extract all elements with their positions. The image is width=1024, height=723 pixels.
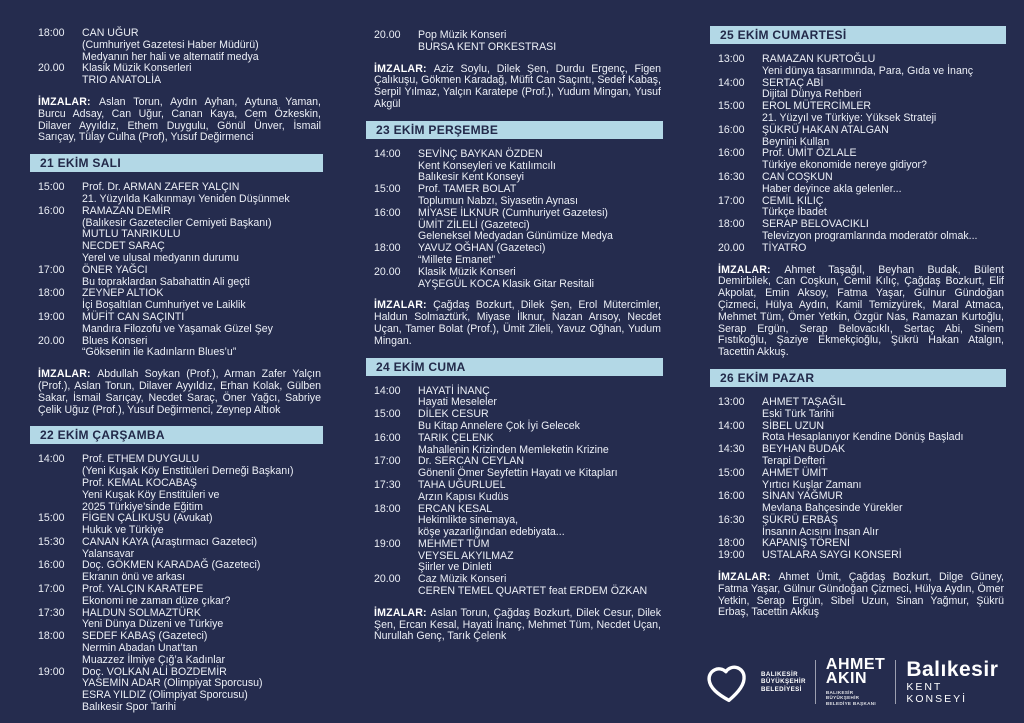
event-lines bbox=[762, 444, 1006, 468]
event-row bbox=[710, 172, 1006, 196]
event-time: 13:00 bbox=[718, 395, 745, 408]
schedule-column-middle bbox=[366, 30, 663, 653]
event-line: RAMAZAN DEMİR bbox=[82, 204, 171, 217]
event-time: 15:00 bbox=[38, 512, 65, 525]
event-lines bbox=[762, 148, 1006, 172]
event-time: 16:00 bbox=[38, 559, 65, 572]
event-line: Balıkesir Kent Konseyi bbox=[418, 171, 524, 184]
event-row bbox=[366, 409, 663, 433]
event-row bbox=[710, 397, 1006, 421]
event-line: TAHA UĞURLUEL bbox=[418, 478, 506, 491]
event-row bbox=[30, 182, 323, 206]
event-row bbox=[710, 515, 1006, 539]
event-line: ESRA YILDIZ (Olimpiyat Sporcusu) bbox=[82, 689, 248, 702]
event-line: Nermin Abadan Unat’tan bbox=[82, 642, 198, 655]
event-line: Blues Konseri bbox=[82, 334, 148, 347]
event-time: 19:00 bbox=[38, 665, 65, 678]
event-row bbox=[30, 265, 323, 289]
event-line: Prof. Dr. ARMAN ZAFER YALÇIN bbox=[82, 181, 240, 194]
event-row bbox=[710, 468, 1006, 492]
event-time: 15:00 bbox=[718, 100, 745, 113]
event-line: Hekimlikte sinemaya, bbox=[418, 514, 519, 527]
event-time: 13:00 bbox=[718, 53, 745, 65]
event-time: 20.00 bbox=[38, 334, 65, 347]
event-line: Eski Türk Tarihi bbox=[762, 407, 835, 420]
event-time: 20.00 bbox=[374, 265, 401, 278]
event-line: BEYHAN BUDAK bbox=[762, 443, 846, 456]
event-row bbox=[710, 148, 1006, 172]
event-line: Yerel ve ulusal medyanın durumu bbox=[82, 251, 239, 264]
event-line: RAMAZAN KURTOĞLU bbox=[762, 53, 876, 65]
divider bbox=[895, 660, 896, 704]
event-time: 14:00 bbox=[38, 453, 65, 466]
council-wordmark bbox=[906, 657, 999, 705]
municipality-name-line: BELEDİYESİ bbox=[761, 685, 802, 693]
event-line: Yeni Kuşak Köy Enstitüleri ve bbox=[82, 488, 220, 501]
event-lines bbox=[82, 454, 323, 513]
event-row bbox=[366, 208, 663, 243]
event-row bbox=[30, 631, 323, 666]
event-line: Türkiye ekonomide nereye gidiyor? bbox=[762, 159, 927, 172]
event-time: 14:00 bbox=[718, 419, 745, 432]
municipality-name-line: BALIKESİR bbox=[761, 670, 798, 678]
event-row bbox=[30, 584, 323, 608]
event-line: EROL MÜTERCİMLER bbox=[762, 100, 872, 113]
event-row bbox=[30, 312, 323, 336]
event-lines bbox=[762, 491, 1006, 515]
event-line: Prof. ÜMİT ÖZLALE bbox=[762, 147, 857, 160]
event-line: AHMET ÜMİT bbox=[762, 466, 828, 479]
event-line: MÜFİT CAN SAÇINTI bbox=[82, 310, 185, 323]
event-lines bbox=[418, 243, 663, 267]
event-row bbox=[30, 288, 323, 312]
event-time: 16:00 bbox=[718, 147, 745, 160]
event-line: Terapi Defteri bbox=[762, 454, 825, 467]
event-lines bbox=[762, 196, 1006, 220]
event-lines bbox=[418, 433, 663, 457]
event-line: Klasik Müzik Konseri bbox=[418, 265, 516, 278]
imzalar-label: İMZALAR: bbox=[38, 95, 99, 108]
event-lines bbox=[82, 560, 323, 584]
event-line: SEDEF KABAŞ (Gazeteci) bbox=[82, 630, 208, 643]
event-line: SİNAN YAĞMUR bbox=[762, 490, 843, 503]
date-section-header: 25 EKİM CUMARTESİ bbox=[710, 26, 1006, 44]
schedule-column-right bbox=[710, 26, 1006, 629]
event-row bbox=[366, 574, 663, 598]
event-row bbox=[710, 101, 1006, 125]
event-lines bbox=[82, 206, 323, 265]
event-lines bbox=[762, 468, 1006, 492]
event-time: 17:00 bbox=[38, 583, 65, 596]
event-lines bbox=[82, 312, 323, 336]
events-list bbox=[30, 182, 323, 359]
mayor-title bbox=[826, 690, 885, 707]
events-list bbox=[710, 54, 1006, 255]
event-line: “Millete Emanet” bbox=[418, 253, 496, 266]
events-list bbox=[366, 149, 663, 291]
event-line: Pop Müzik Konseri bbox=[418, 29, 507, 41]
event-lines bbox=[82, 584, 323, 608]
event-time: 18:00 bbox=[718, 537, 745, 550]
mayor-last-name: AKIN bbox=[825, 669, 868, 687]
event-line: Hayati Meseleler bbox=[418, 396, 497, 409]
event-line: Mandıra Filozofu ve Yaşamak Güzel Şey bbox=[82, 322, 273, 335]
event-line: Doç. VOLKAN ALİ BOZDEMİR bbox=[82, 665, 227, 678]
event-line: 2025 Türkiye’sinde Eğitim bbox=[82, 500, 203, 513]
event-line: HAYATİ İNANÇ bbox=[418, 384, 490, 397]
event-row bbox=[366, 504, 663, 539]
event-line: Yalansavar bbox=[82, 547, 135, 560]
event-line: NECDET SARAÇ bbox=[82, 240, 165, 253]
event-row bbox=[710, 421, 1006, 445]
event-lines bbox=[418, 149, 663, 184]
event-time: 15:00 bbox=[374, 183, 401, 196]
event-line: Gönenli Ömer Seyfettin Hayatı ve Kitapları bbox=[418, 467, 618, 480]
event-lines bbox=[418, 409, 663, 433]
event-line: YAVUZ OĞHAN (Gazeteci) bbox=[418, 242, 546, 255]
event-time: 19:00 bbox=[38, 310, 65, 323]
event-time: 20.00 bbox=[374, 29, 401, 41]
event-line: Rota Hesaplanıyor Kendine Dönüş Başladı bbox=[762, 431, 964, 444]
event-time: 18:00 bbox=[38, 287, 65, 300]
council-subtitle: KENT KONSEYİ bbox=[906, 680, 967, 705]
event-time: 18:00 bbox=[374, 502, 401, 515]
schedule-column-left bbox=[30, 28, 323, 723]
event-line: SİBEL UZUN bbox=[762, 419, 825, 432]
event-line: Haber deyince akla gelenler... bbox=[762, 182, 902, 195]
event-time: 15:30 bbox=[38, 535, 65, 548]
event-row bbox=[710, 243, 1006, 255]
event-row bbox=[710, 219, 1006, 243]
event-line: DİLEK CESUR bbox=[418, 408, 489, 421]
event-line: TRIO ANATOLİA bbox=[82, 74, 162, 87]
event-lines bbox=[82, 631, 323, 666]
event-lines bbox=[418, 456, 663, 480]
imzalar-label: İMZALAR: bbox=[374, 606, 431, 619]
event-time: 15:00 bbox=[718, 466, 745, 479]
event-time: 18:00 bbox=[374, 242, 401, 255]
event-row bbox=[30, 63, 323, 87]
event-line: ÖNER YAĞCI bbox=[82, 263, 148, 276]
event-row bbox=[366, 243, 663, 267]
event-lines bbox=[82, 336, 323, 360]
event-lines bbox=[418, 504, 663, 539]
event-time: 15:00 bbox=[38, 181, 65, 194]
event-time: 16:00 bbox=[718, 123, 745, 136]
event-line: Balıkesir Spor Tarihi bbox=[82, 701, 177, 714]
event-line: Medyanın her hali ve alternatif medya bbox=[82, 50, 259, 63]
event-line: SEVİNÇ BAYKAN ÖZDEN bbox=[418, 147, 543, 160]
event-lines bbox=[762, 101, 1006, 125]
event-line: VEYSEL AKYILMAZ bbox=[418, 549, 514, 562]
event-row bbox=[710, 196, 1006, 220]
imzalar-paragraph: İMZALAR: Aslan Torun, Çağdaş Bozkurt, Dilek Cesur, Dilek Şen, Ercan Kesal, Hayati İnanç, Mehmet Tüm, Necdet Uçan, Nurullah Genç, Tarık Çelenk bbox=[374, 606, 661, 643]
event-line: Prof. ETHEM DUYGULU bbox=[82, 453, 200, 466]
event-lines bbox=[762, 515, 1006, 539]
event-line: MUTLU TANRIKULU bbox=[82, 228, 181, 241]
event-line: CEREN TEMEL QUARTET feat ERDEM ÖZKAN bbox=[418, 585, 648, 598]
event-lines bbox=[418, 480, 663, 504]
imzalar-label: İMZALAR: bbox=[38, 368, 98, 381]
event-line: USTALARA SAYGI KONSERİ bbox=[762, 549, 902, 562]
event-time: 17:30 bbox=[38, 606, 65, 619]
event-time: 14:00 bbox=[374, 147, 401, 160]
event-row bbox=[30, 537, 323, 561]
event-time: 16:30 bbox=[718, 170, 745, 183]
event-lines bbox=[762, 550, 1006, 562]
event-time: 19:00 bbox=[374, 537, 401, 550]
event-row bbox=[366, 30, 663, 54]
imzalar-label: İMZALAR: bbox=[718, 571, 779, 584]
event-line: ERCAN KESAL bbox=[418, 502, 493, 515]
event-lines bbox=[82, 63, 323, 87]
imzalar-paragraph: İMZALAR: Ahmet Ümit, Çağdaş Bozkurt, Dilge Güney, Fatma Yaşar, Gülnur Gündoğan Çizmeci, Hülya Aydın, Ömer Yetkin, Serap Ergün, Sibel Uzun, Sinan Yağmur, Şükrü Erbaş, Tacettin Akkuş bbox=[718, 571, 1005, 619]
event-line: Geleneksel Medyadan Günümüze Medya bbox=[418, 230, 613, 243]
imzalar-paragraph: İMZALAR: Aslan Torun, Aydın Ayhan, Aytuna Yaman, Burcu Adsay, Can Uğur, Canan Kaya, Cem Özkeskin, Dilaver Ayyıldız, Ethem Duygulu, Gönül Ünver, İsmail Sarıçay, Tülay Culha (Prof), Yusuf Değirmenci bbox=[38, 95, 321, 144]
event-lines bbox=[762, 172, 1006, 196]
events-list bbox=[366, 386, 663, 598]
event-time: 16:00 bbox=[718, 490, 745, 503]
event-row bbox=[710, 491, 1006, 515]
event-time: 16:00 bbox=[38, 204, 65, 217]
event-line: Arzın Kapısı Kudüs bbox=[418, 490, 509, 503]
event-lines bbox=[418, 208, 663, 243]
date-section-header: 24 EKİM CUMA bbox=[366, 358, 663, 376]
event-lines bbox=[418, 539, 663, 574]
event-time: 18:00 bbox=[38, 27, 65, 39]
event-line: MEHMET TÜM bbox=[418, 537, 490, 550]
event-row bbox=[710, 550, 1006, 562]
footer-logos bbox=[700, 646, 999, 718]
event-lines bbox=[762, 219, 1006, 243]
event-line: Hukuk ve Türkiye bbox=[82, 524, 164, 537]
date-section-header: 23 EKİM PERŞEMBE bbox=[366, 121, 663, 139]
event-row bbox=[366, 433, 663, 457]
event-line: SERTAÇ ABİ bbox=[762, 76, 824, 89]
event-line: TİYATRO bbox=[762, 241, 807, 254]
event-line: Mahallenin Krizinden Memleketin Krizine bbox=[418, 443, 609, 456]
event-row bbox=[30, 454, 323, 513]
event-line: Caz Müzik Konseri bbox=[418, 573, 507, 586]
event-line: CAN COŞKUN bbox=[762, 170, 833, 183]
mayor-name bbox=[825, 655, 886, 687]
mayor-title-line: BELEDİYE BAŞKANI bbox=[825, 700, 876, 706]
event-row bbox=[366, 480, 663, 504]
event-line: BURSA KENT ORKESTRASI bbox=[418, 40, 557, 53]
event-row bbox=[30, 560, 323, 584]
event-line: Prof. TAMER BOLAT bbox=[418, 183, 517, 196]
event-time: 20.00 bbox=[38, 62, 65, 75]
event-line: TARIK ÇELENK bbox=[418, 431, 494, 444]
divider bbox=[815, 660, 816, 704]
event-lines bbox=[762, 54, 1006, 78]
event-time: 17:00 bbox=[374, 455, 401, 468]
event-line: Doç. GÖKMEN KARADAĞ (Gazeteci) bbox=[82, 559, 261, 572]
imzalar-paragraph: İMZALAR: Abdullah Soykan (Prof.), Arman Zafer Yalçın (Prof.), Aslan Torun, Dilaver Ayyıldız, Erhan Kolak, Gülben Sakar, İsmail Sarıçay, Necdet Saraç, Öner Yağcı, Sabriye Çelik Uğuz (Prof.), Yusuf Değirmenci, Zeynep Altıok bbox=[38, 368, 321, 416]
event-time: 16:30 bbox=[718, 513, 745, 526]
event-lines bbox=[82, 513, 323, 537]
event-line: (Balıkesir Gazeteciler Cemiyeti Başkanı) bbox=[82, 216, 272, 229]
event-lines bbox=[762, 421, 1006, 445]
event-line: KAPANIŞ TÖRENİ bbox=[762, 537, 850, 550]
event-time: 18:00 bbox=[38, 630, 65, 643]
event-row bbox=[366, 184, 663, 208]
event-lines bbox=[418, 267, 663, 291]
heart-icon bbox=[697, 652, 756, 711]
event-line: 21. Yüzyılda Kalkınmayı Yeniden Düşünmek bbox=[82, 192, 290, 205]
event-time: 17:30 bbox=[374, 478, 401, 491]
event-row bbox=[30, 608, 323, 632]
mayor-title-line: BALIKESİR BÜYÜKŞEHİR bbox=[825, 689, 860, 701]
event-line: ÜMİT ZİLELİ (Gazeteci) bbox=[418, 218, 530, 231]
event-line: ZEYNEP ALTIOK bbox=[82, 287, 164, 300]
mayor-logo bbox=[825, 655, 886, 707]
event-line: Bu Kitap Annelere Çok İyi Gelecek bbox=[418, 419, 580, 432]
event-row bbox=[30, 28, 323, 63]
event-row bbox=[366, 149, 663, 184]
event-line: Ekonomi ne zaman düze çıkar? bbox=[82, 594, 231, 607]
event-line: Prof. KEMAL KOCABAŞ bbox=[82, 476, 197, 489]
event-lines bbox=[82, 28, 323, 63]
imzalar-label: İMZALAR: bbox=[718, 263, 785, 276]
event-line: YASEMİN ADAR (Olimpiyat Sporcusu) bbox=[82, 677, 263, 690]
event-time: 14:00 bbox=[718, 76, 745, 89]
event-lines bbox=[418, 574, 663, 598]
event-line: Prof. YALÇIN KARATEPE bbox=[82, 583, 204, 596]
event-line: Bu topraklardan Sabahattin Ali geçti bbox=[82, 275, 250, 288]
event-row bbox=[366, 267, 663, 291]
event-time: 15:00 bbox=[374, 408, 401, 421]
event-row bbox=[710, 125, 1006, 149]
event-line: “Göksenin ile Kadınların Blues’u” bbox=[82, 346, 237, 359]
event-line: AHMET TAŞAĞIL bbox=[762, 395, 846, 408]
event-line: İçi Boşaltılan Cumhuriyet ve Laiklik bbox=[82, 299, 246, 312]
event-lines bbox=[82, 288, 323, 312]
event-time: 20.00 bbox=[718, 241, 745, 254]
event-line: CANAN KAYA (Araştırmacı Gazeteci) bbox=[82, 535, 258, 548]
event-line: Yeni Dünya Düzeni ve Türkiye bbox=[82, 618, 224, 631]
events-list bbox=[366, 30, 663, 54]
date-section-header: 26 EKİM PAZAR bbox=[710, 369, 1006, 387]
event-line: Şiirler ve Dinleti bbox=[418, 561, 492, 574]
event-time: 20.00 bbox=[374, 573, 401, 586]
event-lines bbox=[418, 30, 663, 54]
imzalar-paragraph: İMZALAR: Çağdaş Bozkurt, Dilek Şen, Erol Mütercimler, Haldun Solmaztürk, Miyase İlknur, Nazan Arısoy, Necdet Uçan, Tamer Bolat (Prof.), Ümit Zileli, Yavuz Oğhan, Yudum Mingan. bbox=[374, 299, 662, 347]
event-lines bbox=[82, 608, 323, 632]
event-line: HALDUN SOLMAZTÜRK bbox=[82, 606, 201, 619]
event-lines bbox=[82, 265, 323, 289]
event-line: Muazzez İlmiye Çığ’a Kadınlar bbox=[82, 653, 226, 666]
event-line: CAN UĞUR bbox=[82, 27, 139, 39]
event-time: 18:00 bbox=[718, 218, 745, 231]
events-list bbox=[710, 397, 1006, 562]
event-lines bbox=[82, 537, 323, 561]
event-line: SERAP BELOVACIKLI bbox=[762, 218, 869, 231]
municipality-name bbox=[761, 671, 806, 693]
event-row bbox=[30, 336, 323, 360]
event-line: köşe yazarlığından edebiyata... bbox=[418, 526, 565, 539]
event-time: 17:00 bbox=[718, 194, 745, 207]
date-section-header: 21 EKİM SALI bbox=[30, 154, 323, 172]
event-row bbox=[366, 539, 663, 574]
event-line: Türkçe İbadet bbox=[762, 206, 827, 219]
event-row bbox=[30, 513, 323, 537]
event-line: MİYASE İLKNUR (Cumhuriyet Gazetesi) bbox=[418, 206, 608, 219]
event-row bbox=[366, 456, 663, 480]
event-lines bbox=[762, 78, 1006, 102]
event-line: Ekranın önü ve arkası bbox=[82, 571, 186, 584]
event-lines bbox=[82, 182, 323, 206]
event-row bbox=[710, 444, 1006, 468]
event-line: (Yeni Kuşak Köy Enstitüleri Derneği Başkanı) bbox=[82, 465, 294, 478]
event-line: CEMİL KILIÇ bbox=[762, 194, 824, 207]
event-time: 14:30 bbox=[718, 443, 745, 456]
event-line: FİGEN ÇALIKUŞU (Avukat) bbox=[82, 512, 213, 525]
event-line: ŞÜKRÜ HAKAN ATALGAN bbox=[762, 123, 889, 136]
event-line: İnsanın Acısını İnsan Alır bbox=[762, 525, 879, 538]
event-line: (Cumhuriyet Gazetesi Haber Müdürü) bbox=[82, 38, 259, 51]
event-lines bbox=[762, 397, 1006, 421]
event-lines bbox=[762, 125, 1006, 149]
event-time: 16:00 bbox=[374, 206, 401, 219]
event-row bbox=[366, 386, 663, 410]
event-line: Klasik Müzik Konserleri bbox=[82, 62, 192, 75]
events-list bbox=[30, 28, 323, 87]
event-time: 14:00 bbox=[374, 384, 401, 397]
event-row bbox=[30, 206, 323, 265]
imzalar-paragraph: İMZALAR: Aziz Soylu, Dilek Şen, Durdu Ergenç, Figen Çalıkuşu, Gökmen Karadağ, Müfit Can Saçıntı, Sedef Kabaş, Serpil Yılmaz, Yalçın Karatepe (Prof.), Yudum Mingan, Yusuf Akgül bbox=[374, 62, 661, 110]
municipality-name-line: BÜYÜKŞEHİR bbox=[761, 678, 806, 686]
event-line: Beynini Kullan bbox=[762, 135, 830, 148]
event-line: 21. Yüzyıl ve Türkiye: Yüksek Strateji bbox=[762, 111, 937, 124]
event-row bbox=[30, 667, 323, 714]
event-line: AYŞEGÜL KOCA Klasik Gitar Resitali bbox=[418, 277, 595, 290]
event-line: Yırtıcı Kuşlar Zamanı bbox=[762, 478, 862, 491]
event-row bbox=[710, 78, 1006, 102]
event-line: Toplumun Nabzı, Siyasetin Aynası bbox=[418, 194, 578, 207]
event-line: Kent Konseyleri ve Katılımcılı bbox=[418, 159, 556, 172]
event-lines bbox=[82, 667, 323, 714]
imzalar-paragraph: İMZALAR: Ahmet Taşağıl, Beyhan Budak, Bülent Demirbilek, Can Coşkun, Cemil Kılıç, Çağdaş Bozkurt, Elif Akpolat, Emin Aksoy, Fatma Yaşar, Gülnur Gündoğan Çizmeci, Hülya Aydın, Kamil Temizyürek, Maral Atmaca, Mehmet Tüm, Ömer Yetkin, Özgür Nas, Ramazan Kurtoğlu, Serap Ergün, Serap Belovacıklı, Sertaç Abi, Sinem Fıstıkoğlu, Şaziye Ekmekçioğlu, Şükrü Hakan Atalgın, Tacettin Akkuş. bbox=[718, 263, 1004, 359]
imzalar-label: İMZALAR: bbox=[374, 62, 434, 75]
event-line: Televizyon programlarında moderatör olmak... bbox=[762, 229, 978, 242]
events-list bbox=[30, 454, 323, 714]
event-time: 16:00 bbox=[374, 431, 401, 444]
event-line: Dr. SERCAN CEYLAN bbox=[418, 455, 524, 468]
event-lines bbox=[418, 386, 663, 410]
council-name: Balıkesir bbox=[906, 657, 999, 681]
event-line: Mevlana Bahçesinde Yürekler bbox=[762, 502, 903, 515]
event-line: Dijital Dünya Rehberi bbox=[762, 88, 862, 101]
imzalar-label: İMZALAR: bbox=[374, 299, 434, 312]
event-lines bbox=[762, 243, 1006, 255]
mayor-first-name: AHMET bbox=[825, 655, 886, 673]
event-row bbox=[710, 54, 1006, 78]
event-time: 17:00 bbox=[38, 263, 65, 276]
event-line: Yeni dünya tasarımında, Para, Gıda ve İnanç bbox=[762, 64, 974, 77]
date-section-header: 22 EKİM ÇARŞAMBA bbox=[30, 426, 323, 444]
event-line: ŞÜKRÜ ERBAŞ bbox=[762, 513, 838, 526]
event-time: 19:00 bbox=[718, 549, 745, 562]
event-lines bbox=[418, 184, 663, 208]
